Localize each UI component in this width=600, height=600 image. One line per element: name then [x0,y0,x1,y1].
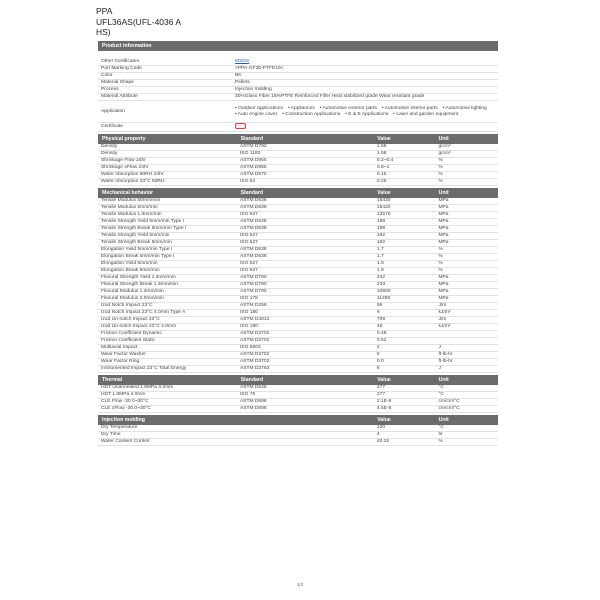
table-row [98,158,498,165]
property-unit: kJ/m² [438,310,451,315]
property-value: 0.8~1 [376,165,390,170]
property-name: Elongation Yield 5mm/min Type I [101,247,173,252]
test-standard: ISO 180 [239,324,258,329]
section-title: Injection molding [102,417,145,423]
application-item: • Auto engine cover [235,111,278,117]
page-number: 1/2 [296,582,304,587]
property-name: Izod Notch Impact 23°C 4.0mm Type A [101,310,186,315]
table-row [98,275,498,282]
table-row [98,268,498,275]
application-item: • Appliances [287,105,315,111]
property-value: 192 [376,233,386,238]
material-family: PPA [96,6,113,16]
property-name: Tensile Modulus 50mm/min [101,198,161,203]
property-name: Tensile Strength Break 5mm/min Type I [101,226,187,231]
test-standard: ASTM D256 [239,303,267,308]
property-name: Dry Time [101,432,121,437]
property-value: 242 [376,275,386,280]
property-value: 4 [376,432,380,437]
column-header: Standard [240,190,264,196]
info-row-other-certificates: Other Certificates MSDS [98,59,498,66]
property-name: Friction Coefficient Static [101,338,155,343]
test-standard: ISO 527 [239,261,258,266]
test-standard: ASTM D3702 [239,352,270,357]
property-name: Shrinkage xFlow 24hr [101,165,149,170]
table-row [98,172,498,179]
property-name: Elongation Break 5mm/min Type I [101,254,175,259]
test-standard: ASTM D4812 [239,317,270,322]
property-unit: °C [438,425,444,430]
test-standard: ASTM D638 [239,247,267,252]
property-unit: % [438,254,443,259]
property-value: 8 [376,366,380,371]
application-list [235,106,498,118]
table-row [98,289,498,296]
table-row [98,317,498,324]
table-row [98,331,498,338]
property-name: Water Absorption 23°C 50RH [101,179,165,184]
test-standard: ASTM D3702 [239,331,270,336]
section-title: Physical property [102,136,146,142]
property-name: Tensile Strength Yield 5mm/min [101,233,170,238]
property-unit: MPa [438,289,449,294]
property-value: 0.52 [376,338,387,343]
application-item: • Outdoor applications [235,105,283,111]
property-name: Dry Temperature [101,425,138,430]
property-name: Instrumented Impact 23°C Total Energy [101,366,187,371]
test-standard: ASTM D3702 [239,359,270,364]
test-standard: ASTM D638 [239,219,267,224]
property-value: 2.1E-5 [376,399,392,404]
info-row-material-shape: Material Shape Pellets [98,80,498,87]
table-row [98,296,498,303]
application-item: • Automotive exterior parts [319,105,377,111]
table-row [98,282,498,289]
property-value: 192 [376,240,386,245]
table-row [98,310,498,317]
table-row [98,233,498,240]
property-value: ≤0.15 [376,439,390,444]
info-row-material-attribute: Material Attribute 30%Glass Fiber 15%PTFE Reinforced Filler Heat stabilized grade Wear resistant grade [98,94,498,101]
table-row [98,165,498,172]
property-name: Flexural Modulus 2.0mm/min [101,296,164,301]
table-row [98,425,498,432]
property-tables [98,134,498,446]
property-value: 1.58 [376,144,387,149]
property-name: Tensile Strength Yield 5mm/min Type I [101,219,185,224]
property-value: 9 [376,310,380,315]
property-unit: cm/cm/°C [438,406,460,411]
property-value: 48 [376,324,383,329]
table-row [98,226,498,233]
property-unit: J/m [438,317,447,322]
property-unit: MPa [438,226,449,231]
property-unit: MPa [438,282,449,287]
column-header: Unit [438,417,449,423]
test-standard: ASTM D3763 [239,366,270,371]
property-value: 1.9 [376,261,384,266]
table-row [98,151,498,158]
property-unit: % [438,247,443,252]
test-standard: ASTM D696 [239,406,267,411]
table-row [98,219,498,226]
test-standard: ASTM D792 [239,144,267,149]
info-row-application: Application • Outdoor applications • Appliances • Automotive exterior parts • Automotive interior parts • Automotive lighting • Auto engine cover • Construction Applications • E & E Applications • Lawn and garden equipment [98,101,498,123]
property-name: Elongation Break 5mm/min [101,268,160,273]
property-name: Tensile Strength Break 5mm/min [101,240,172,245]
table-row [98,338,498,345]
property-unit: MPa [438,212,449,217]
property-unit: MPa [438,198,449,203]
application-item: • Automotive interior parts [381,105,438,111]
property-unit: MPa [438,240,449,245]
product-name-cont: HS) [96,27,111,37]
section-title: Thermal [102,377,123,383]
property-value: 277 [376,392,386,397]
application-item: • E & E Applications [345,111,389,117]
property-unit: % [438,179,443,184]
property-name: Flexural Strength Yield 1.3mm/min [101,275,176,280]
table-row [98,240,498,247]
table-row [98,352,498,359]
property-unit: °C [438,385,444,390]
table-row [98,198,498,205]
property-name: CLE Flow -30.0~30°C [101,399,149,404]
datasheet [98,39,498,446]
property-unit: MPa [438,205,449,210]
table-row [98,439,498,446]
info-row-part-marking: Part Marking Code >PPA-GF30-PTFE15< [98,66,498,73]
property-value: 15420 [376,205,391,210]
table-row [98,432,498,439]
property-name: Shrinkage Flow 24hr [101,158,146,163]
property-value: 1.9 [376,268,384,273]
document-header [96,6,181,38]
property-name: Water Absorption 50RH 24hr [101,172,164,177]
property-value: 15420 [376,198,391,203]
test-standard: ISO 527 [239,268,258,273]
table-row [98,345,498,352]
table-row [98,247,498,254]
table-row [98,359,498,366]
property-value: 709 [376,317,386,322]
test-standard: ISO 527 [239,233,258,238]
table-row [98,205,498,212]
property-name: Flexural Modulus 1.3mm/min [101,289,164,294]
property-unit: hr [438,432,443,437]
property-unit: ft-lb-hr [438,359,453,364]
table-row [98,366,498,373]
property-name: HDT 1.8MPa 4.0mm [101,392,146,397]
section-header-injection-molding [98,415,498,425]
property-value: 189 [376,219,386,224]
info-row-color: Color BK [98,73,498,80]
property-value: 1.7 [376,254,384,259]
property-name: Izod Un-notch Impact 23°C 4.0mm [101,324,177,329]
test-standard: ASTM D570 [239,172,267,177]
table-row [98,392,498,399]
table-row [98,385,498,392]
section-header-physical-property [98,134,498,144]
property-value: 120 [376,425,386,430]
table-row [98,303,498,310]
property-name: Flexural Strength Break 1.3mm/min [101,282,178,287]
table-row [98,324,498,331]
info-row-process: Process Injection molding [98,87,498,94]
column-header: Value [377,136,391,142]
table-row [98,261,498,268]
property-unit: % [438,172,443,177]
info-row-certificate: Certificate [98,123,498,132]
test-standard: ASTM D3702 [239,338,270,343]
test-standard: ASTM D638 [239,205,267,210]
property-unit: cm/cm/°C [438,399,460,404]
property-value: 0.2~0.4 [376,158,394,163]
property-name: Izod Notch Impact 23°C [101,303,153,308]
property-unit: % [438,268,443,273]
property-value: 277 [376,385,386,390]
property-value: 2 [376,345,380,350]
section-header-thermal [98,375,498,385]
property-unit: J [438,366,441,371]
section-header-mechanical-behavior [98,188,498,198]
test-standard: ISO 75 [239,392,256,397]
property-value: 11290 [376,296,391,301]
table-row [98,212,498,219]
property-name: Density [101,151,118,156]
property-value: 0.25 [376,179,387,184]
property-unit: MPa [438,233,449,238]
table-row [98,254,498,261]
column-header: Standard [240,136,264,142]
msds-link[interactable]: MSDS [235,59,250,64]
property-unit: ft-lb-hr [438,352,453,357]
test-standard: ASTM D790 [239,289,267,294]
property-unit: MPa [438,296,449,301]
property-name: Water Content Control [101,439,150,444]
property-value: 12570 [376,212,391,217]
table-row [98,399,498,406]
section-title: Mechanical behavior [102,190,154,196]
certificate-badge-icon[interactable] [235,123,246,129]
application-item: • Construction Applications [282,111,341,117]
property-unit: MPa [438,219,449,224]
test-standard: ISO 180 [239,310,258,315]
test-standard: ASTM D638 [239,226,267,231]
table-row [98,406,498,413]
property-unit: % [438,439,443,444]
property-value: 1.58 [376,151,387,156]
property-name: Izod Un-notch Impact 23°C [101,317,160,322]
test-standard: ISO 178 [239,296,258,301]
property-unit: % [438,165,443,170]
test-standard: ASTM D790 [239,275,267,280]
property-name: Multiaxial Impact [101,345,138,350]
property-unit: J [438,345,441,350]
property-value: 0.48 [376,331,387,336]
property-value: 1.7 [376,247,384,252]
property-value: 0.0 [376,359,384,364]
property-unit: % [438,261,443,266]
column-header: Value [377,190,391,196]
property-name: Tensile Modulus 1.0mm/min [101,212,162,217]
test-standard: ASTM D790 [239,282,267,287]
property-unit: g/cm³ [438,151,451,156]
column-header: Unit [438,377,449,383]
test-standard: ISO 6603 [239,345,261,350]
product-name: UFL36AS(UFL-4036 A [96,16,182,27]
property-name: Elongation Yield 5mm/min [101,261,158,266]
property-value: 233 [376,282,386,287]
property-unit: % [438,158,443,163]
application-item: • Automotive lighting [442,105,487,111]
test-standard: ISO 527 [239,240,258,245]
property-value: 5 [376,352,380,357]
property-unit: MPa [438,275,449,280]
test-standard: ASTM D955 [239,165,267,170]
property-unit: °C [438,392,444,397]
table-row [98,179,498,186]
test-standard: ISO 527 [239,212,258,217]
column-header: Unit [438,190,449,196]
column-header: Value [377,377,391,383]
property-value: 4.5E-5 [376,406,392,411]
test-standard: ISO 62 [239,179,256,184]
property-value: 189 [376,226,386,231]
test-standard: ISO 1183 [239,151,261,156]
test-standard: ASTM D638 [239,198,267,203]
table-row [98,144,498,151]
property-name: Tensile Modulus 5mm/min [101,205,158,210]
property-value: 0.15 [376,172,387,177]
test-standard: ASTM D955 [239,158,267,163]
property-unit: J/m [438,303,447,308]
property-name: Wear Factor Washer [101,352,146,357]
test-standard: ASTM D648 [239,385,267,390]
property-unit: kJ/m² [438,324,451,329]
property-name: HDT Unannealed 1.8MPa 3.2mm [101,385,174,390]
test-standard: ASTM D638 [239,254,267,259]
application-item: • Lawn and garden equipment [393,111,459,117]
column-header: Standard [240,377,264,383]
test-standard: ASTM D696 [239,399,267,404]
column-header: Unit [438,136,449,142]
property-name: Wear Factor Ring [101,359,140,364]
column-header: Value [377,417,391,423]
section-header-product-information: Product information [98,41,498,51]
property-unit: g/cm³ [438,144,451,149]
property-name: Friction Coefficient Dynamic [101,331,162,336]
property-name: Density [101,144,118,149]
property-value: 10600 [376,289,391,294]
property-value: 95 [376,303,383,308]
property-name: CLE xFlow -30.0~30°C [101,406,151,411]
